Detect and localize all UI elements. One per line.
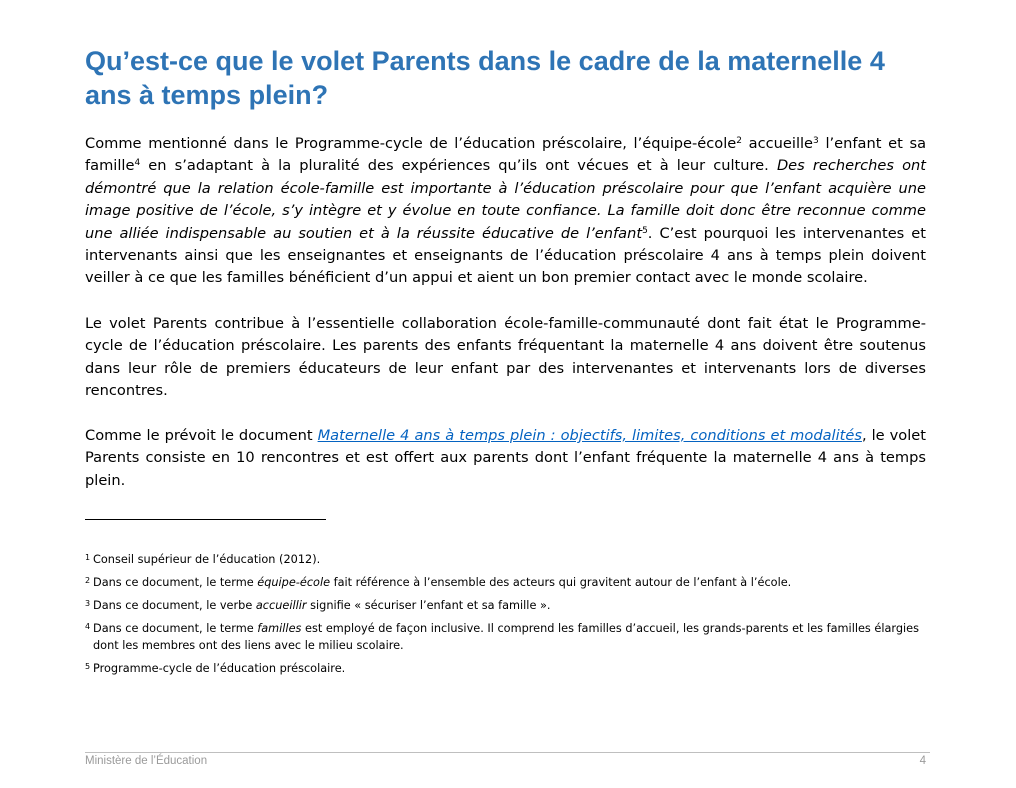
paragraph-collaboration: Le volet Parents contribue à l’essentielle collaboration école-famille-communauté dont fait état le Programme-cycle de l’éducation préscolaire. Les parents des enfants fréquentant la maternelle 4 ans doivent être soutenus dans leur rôle de premiers éducateurs de leur enfant par des intervenantes et intervenants lors de diverses rencontres.	[85, 315, 926, 400]
footnote-text: Dans ce document, le verbe	[93, 599, 256, 612]
paragraph-text: Comme mentionné dans le Programme-cycle de l’éducation préscolaire, l’équipe-école	[85, 135, 737, 152]
footnote-text: est employé de façon inclusive. Il comprend les familles d’accueil, les grands-parents et les familles élargies dont les membres ont des liens avec le milieu scolaire.	[93, 622, 919, 652]
page-title: Qu’est-ce que le volet Parents dans le cadre de la maternelle 4 ans à temps plein?	[85, 46, 885, 110]
paragraph-text: accueille	[742, 135, 814, 152]
footnote-number: 5	[85, 662, 91, 671]
footnote-number: 1	[85, 553, 91, 562]
page-number: 4	[919, 755, 926, 767]
footnote-divider	[85, 519, 326, 520]
paragraph-intro	[85, 133, 926, 290]
footnote-text: Programme-cycle de l’éducation préscolaire.	[93, 662, 346, 675]
footnote-text: Dans ce document, le terme	[93, 576, 258, 589]
document-link[interactable]: Maternelle 4 ans à temps plein : objectifs, limites, conditions et modalités	[317, 427, 862, 444]
paragraph-text: en s’adaptant à la pluralité des expériences qu’ils ont vécues et à leur culture.	[140, 157, 777, 175]
footnote-number: 4	[85, 622, 91, 631]
paragraph-text: Comme le prévoit le document	[85, 427, 318, 444]
footnote-ref-5[interactable]: 5	[642, 225, 648, 236]
footnote-3	[85, 597, 930, 614]
footnote-ref-2[interactable]: 2	[736, 136, 742, 146]
footnote-text: signifie « sécuriser l’enfant et sa famille ».	[306, 599, 551, 612]
paragraph-text: , le volet Parents consiste en 10 rencontres et est offert aux parents dont l’enfant fréquente la maternelle 4 ans à temps plein.	[85, 427, 926, 489]
footnote-5	[85, 660, 930, 677]
footnote-term: familles	[257, 622, 302, 635]
footnote-term: accueillir	[255, 599, 307, 612]
footnote-2	[85, 574, 930, 591]
footer-divider	[85, 752, 930, 753]
footnote-text: Conseil supérieur de l’éducation (2012).	[93, 553, 321, 566]
paragraph-text: . C’est pourquoi les intervenantes et intervenants ainsi que les enseignantes et enseignants de l’éducation préscolaire 4 ans à temps plein doivent veiller à ce que les familles bénéficient d’un appui et aient un bon premier contact avec le monde scolaire.	[85, 224, 926, 287]
paragraph-text: l’enfant et sa famille	[85, 135, 927, 175]
footnote-4	[85, 620, 930, 654]
footer-ministry: Ministère de l’Éducation	[85, 755, 208, 767]
footnote-1	[85, 551, 930, 568]
footnote-text: Dans ce document, le terme	[93, 622, 258, 635]
footnote-number: 2	[85, 576, 91, 585]
italic-quote: Des recherches ont démontré que la relation école-famille est importante à l’éducation préscolaire pour que l’enfant acquière une image positive de l’école, s’y intègre et y évolue en toute confiance. La famille doit donc être reconnue comme une alliée indispensable au soutien et à la réussite éducative de l’enfant	[85, 157, 926, 242]
footnotes	[85, 551, 930, 677]
footnote-text: fait référence à l’ensemble des acteurs qui gravitent autour de l’enfant à l’école.	[330, 576, 792, 589]
footnote-ref-3[interactable]: 3	[813, 136, 819, 146]
paragraph-meetings	[85, 425, 926, 492]
footnote-term: équipe-école	[257, 576, 331, 589]
footnote-number: 3	[85, 599, 91, 608]
footnote-ref-4[interactable]: 4	[134, 158, 141, 169]
